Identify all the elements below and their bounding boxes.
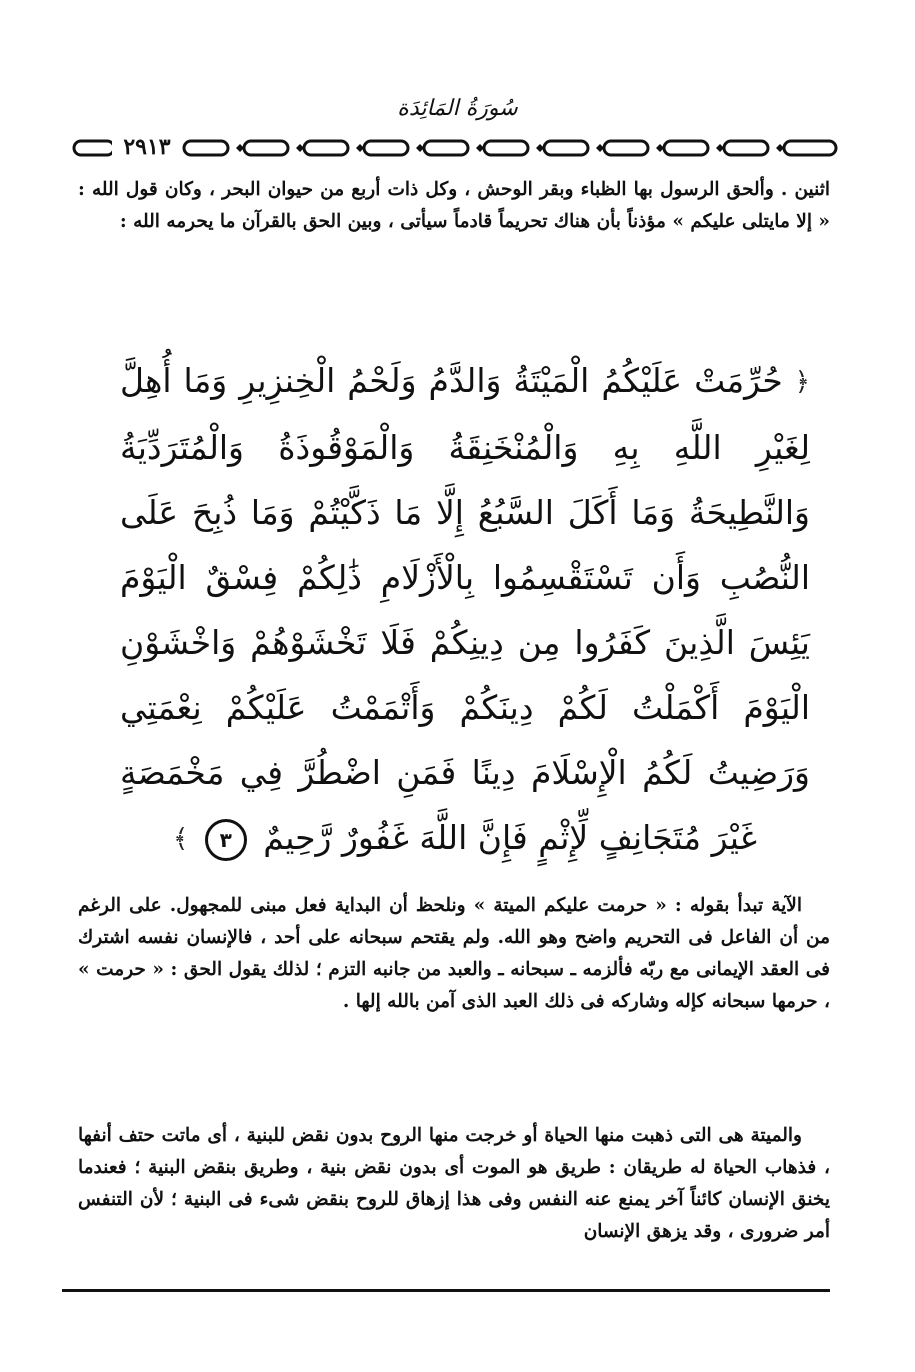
surah-title: سُورَةُ المَائِدَة xyxy=(397,96,518,121)
explanation-text-2: والميتة هى التى ذهبت منها الحياة أو خرجت منها الروح بدون نقض للبنية ، أى ماتت حتف أنفها ، فذهاب الحياة له طريقان : طريق هو الموت أى بدون نقض بنية ، وطريق بنقض البنية ؛ فعندما يخنق الإنسان كائناً آخر يمنع عنه النفس وفى هذا إزهاق للروح بنقض شىء فى البنية ؛ لأن التنفس أمر ضرورى ، وقد يزهق الإنسان xyxy=(78,1125,830,1242)
intro-paragraph xyxy=(78,174,830,238)
explanation-paragraph-1 xyxy=(78,890,830,1018)
bottom-rule xyxy=(62,1289,830,1292)
page-number: ٢٩١٣ xyxy=(112,135,182,159)
quran-verse-block xyxy=(120,348,810,872)
ayah-number-marker: ٣ xyxy=(205,819,247,861)
verse-closing-ornament: ﴾ xyxy=(173,824,189,854)
explanation-text-1: الآية تبدأ بقوله : « حرمت عليكم الميتة » ونلحظ أن البداية فعل مبنى للمجهول. على الرغم من أن الفاعل فى التحريم واضح وهو الله. ولم يقتحم سبحانه على أحد ، فالإنسان نفسه اشترك فى العقد الإيمانى مع ربّه فألزمه ـ سبحانه ـ والعبد من جانبه التزم ؛ لذلك يقول الحق : « حرمت » ، حرمها سبحانه كإله وشاركه فى ذلك العبد الذى آمن بالله إلها . xyxy=(78,895,830,1012)
verse-text: حُرِّمَتْ عَلَيْكُمُ الْمَيْتَةُ وَالدَّمُ وَلَحْمُ الْخِنزِيرِ وَمَا أُهِلَّ لِغَيْرِ اللَّهِ بِهِ وَالْمُنْخَنِقَةُ وَالْمَوْقُوذَةُ وَالْمُتَرَدِّيَةُ وَالنَّطِيحَةُ وَمَا أَكَلَ السَّبُعُ إِلَّا مَا ذَكَّيْتُمْ وَمَا ذُبِحَ عَلَى النُّصُبِ وَأَن تَسْتَقْسِمُوا بِالْأَزْلَامِ ذَٰلِكُمْ فِسْقٌ الْيَوْمَ يَئِسَ الَّذِينَ كَفَرُوا مِن دِينِكُمْ فَلَا تَخْشَوْهُمْ وَاخْشَوْنِ الْيَوْمَ أَكْمَلْتُ لَكُمْ دِينَكُمْ وَأَتْمَمْتُ عَلَيْكُمْ نِعْمَتِي وَرَضِيتُ لَكُمُ الْإِسْلَامَ دِينًا فَمَنِ اضْطُرَّ فِي مَخْمَصَةٍ غَيْرَ مُتَجَانِفٍ لِّإِثْمٍ فَإِنَّ اللَّهَ غَفُورٌ رَّحِيمٌ xyxy=(120,361,810,857)
verse-opening-ornament: ﴿ xyxy=(794,367,810,397)
decorative-chain-border xyxy=(72,133,840,163)
explanation-paragraph-2 xyxy=(78,1120,830,1248)
intro-text: اثنين . وألحق الرسول بها الظباء وبقر الوحش ، وكل ذات أربع من حيوان البحر ، وكان قول الله : « إلا مايتلى عليكم » مؤذناً بأن هناك تحريماً قادماً سيأتى ، وبين الحق بالقرآن ما يحرمه الله : xyxy=(78,179,830,232)
